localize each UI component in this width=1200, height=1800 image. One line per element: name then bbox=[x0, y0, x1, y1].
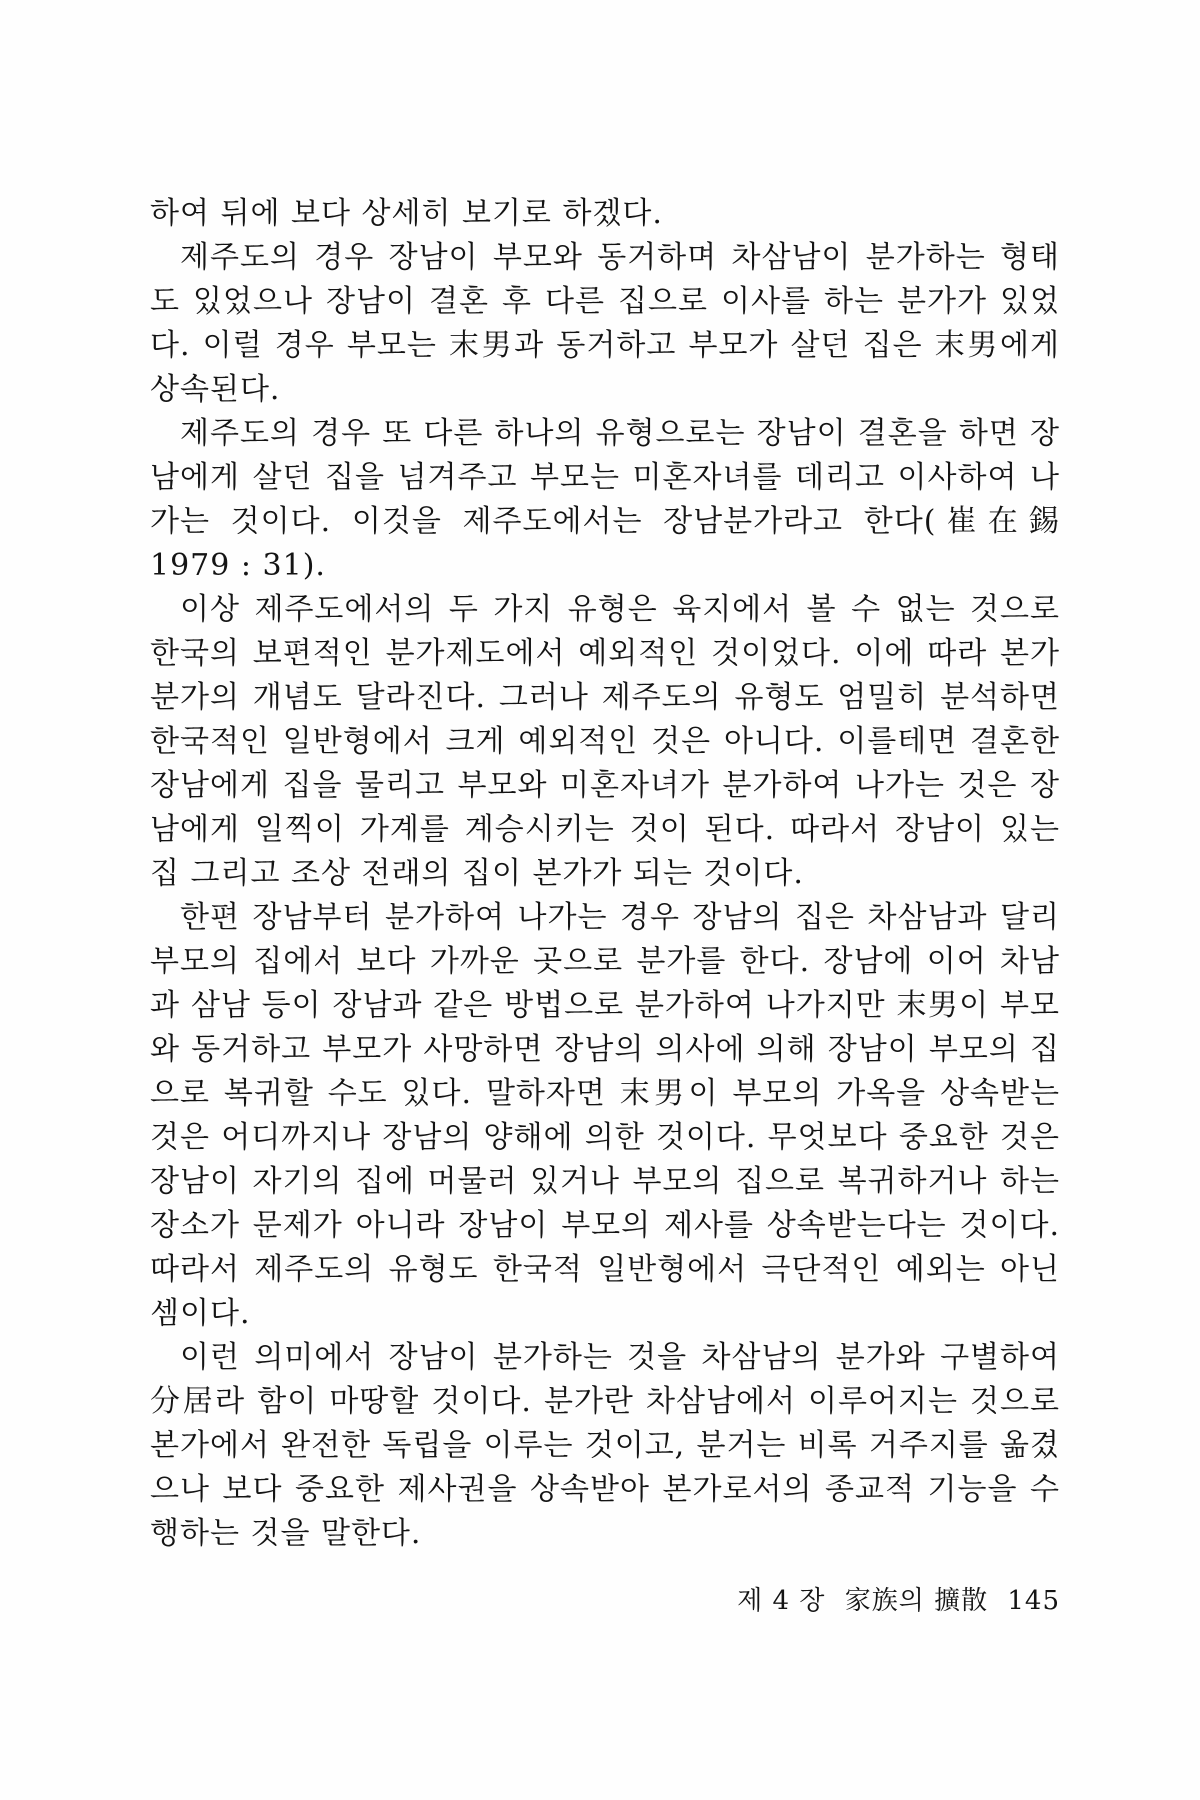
chapter-title: 家族의 擴散 bbox=[844, 1586, 989, 1616]
body-text bbox=[150, 192, 1060, 1556]
chapter-label: 제 4 장 bbox=[737, 1586, 826, 1616]
paragraph-1: 하여 뒤에 보다 상세히 보기로 하겠다. bbox=[150, 196, 663, 231]
page-footer bbox=[700, 1580, 1060, 1617]
paragraph-5: 한편 장남부터 분가하여 나가는 경우 장남의 집은 차삼남과 달리 부모의 집에서 보다 가까운 곳으로 분가를 한다. 장남에 이어 차남과 삼남 등이 장남과 같은 방법으로 분가하여 나가지만 末男이 부모와 동거하고 부모가 사망하면 장남의 의사에 의해 장남이 부모의 집으로 복귀할 수도 있다. 말하자면 末男이 부모의 가옥을 상속받는 것은 어디까지나 장남의 양해에 의한 것이다. 무엇보다 중요한 것은 장남이 자기의 집에 머물러 있거나 부모의 집으로 복귀하거나 하는 장소가 문제가 아니라 장남이 부모의 제사를 상속받는다는 것이다. 따라서 제주도의 유형도 한국적 일반형에서 극단적인 예외는 아닌 셈이다. bbox=[150, 900, 1060, 1331]
paragraph-2: 제주도의 경우 장남이 부모와 동거하며 차삼남이 분가하는 형태도 있었으나 장남이 결혼 후 다른 집으로 이사를 하는 분가가 있었다. 이럴 경우 부모는 末男과 동거하고 부모가 살던 집은 末男에게 상속된다. bbox=[150, 240, 1060, 407]
paragraph-6: 이런 의미에서 장남이 분가하는 것을 차삼남의 분가와 구별하여 分居라 함이 마땅할 것이다. 분가란 차삼남에서 이루어지는 것으로 본가에서 완전한 독립을 이루는 것이고, 분거는 비록 거주지를 옮겼으나 보다 중요한 제사권을 상속받아 본가로서의 종교적 기능을 수행하는 것을 말한다. bbox=[150, 1340, 1060, 1551]
page-number: 145 bbox=[1007, 1586, 1060, 1616]
paragraph-3: 제주도의 경우 또 다른 하나의 유형으로는 장남이 결혼을 하면 장남에게 살던 집을 넘겨주고 부모는 미혼자녀를 데리고 이사하여 나가는 것이다. 이것을 제주도에서는 장남분가라고 한다(崔在錫 1979 : 31). bbox=[150, 416, 1060, 583]
paragraph-4: 이상 제주도에서의 두 가지 유형은 육지에서 볼 수 없는 것으로 한국의 보편적인 분가제도에서 예외적인 것이었다. 이에 따라 본가 분가의 개념도 달라진다. 그러나 제주도의 유형도 엄밀히 분석하면 한국적인 일반형에서 크게 예외적인 것은 아니다. 이를테면 결혼한 장남에게 집을 물리고 부모와 미혼자녀가 분가하여 나가는 것은 장남에게 일찍이 가계를 계승시키는 것이 된다. 따라서 장남이 있는 집 그리고 조상 전래의 집이 본가가 되는 것이다. bbox=[150, 592, 1060, 891]
